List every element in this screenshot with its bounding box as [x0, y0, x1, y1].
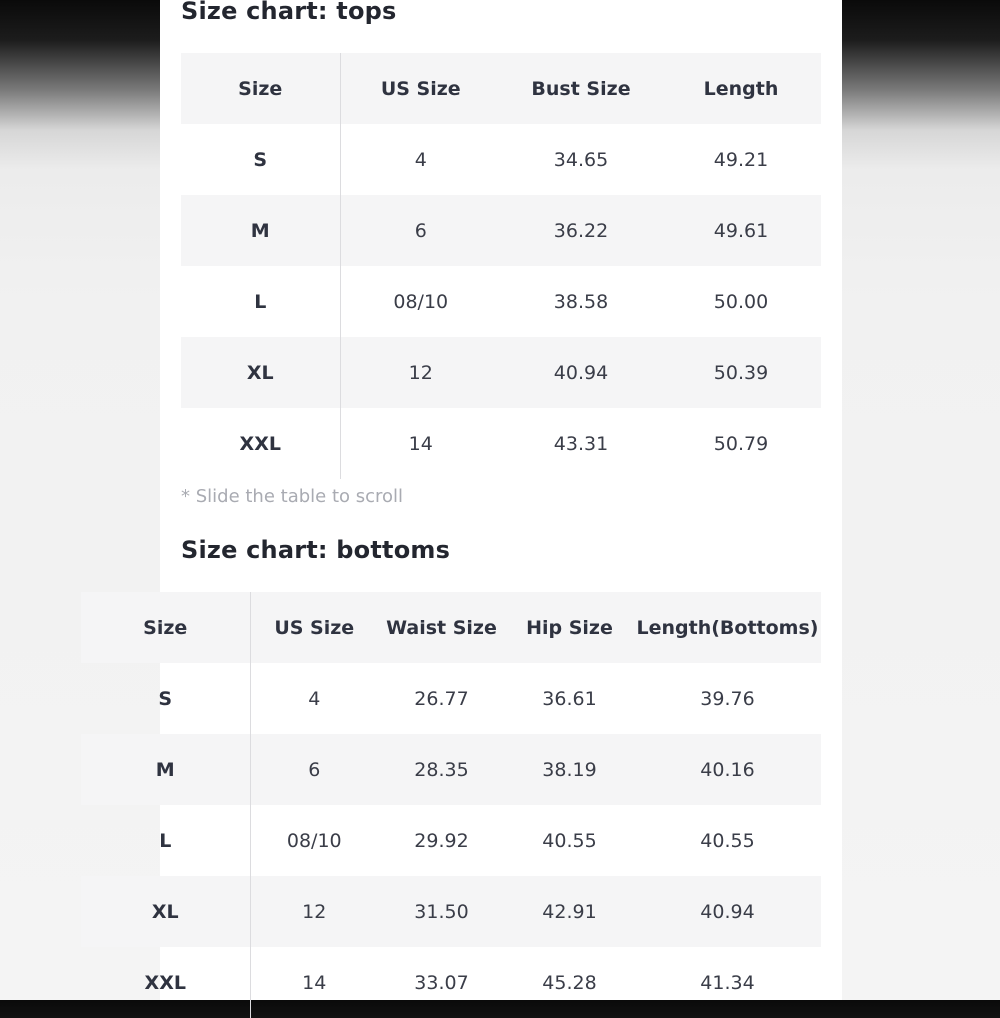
size-cell: M	[181, 195, 340, 266]
tops-table-scroller[interactable]	[181, 53, 821, 479]
hip-size-cell: 45.28	[542, 971, 597, 994]
bottoms-header-waist-size: Waist Size	[386, 616, 497, 639]
us-size-cell: 12	[302, 900, 327, 923]
waist-size-cell: 29.92	[414, 829, 469, 852]
length-cell: 41.34	[700, 971, 755, 994]
bottoms-table-scroller[interactable]	[143, 592, 821, 1018]
waist-size-cell: 33.07	[414, 971, 469, 994]
us-size-cell: 08/10	[286, 829, 342, 852]
tops-table	[181, 53, 821, 479]
waist-size-cell: 28.35	[414, 758, 469, 781]
length-cell: 50.39	[713, 361, 769, 384]
tops-header-size: Size	[181, 53, 340, 124]
scroll-hint: * Slide the table to scroll	[181, 486, 404, 507]
length-cell: 39.76	[700, 687, 755, 710]
length-cell: 50.79	[713, 432, 769, 455]
table-row	[181, 337, 821, 408]
tops-header-bust-size: Bust Size	[531, 77, 631, 100]
tops-title: Size chart: tops	[181, 0, 397, 25]
size-cell: XXL	[81, 947, 250, 1018]
bottoms-header-size: Size	[81, 592, 250, 663]
tops-header-length: Length	[703, 77, 779, 100]
bottoms-title: Size chart: bottoms	[181, 536, 451, 564]
size-cell: S	[81, 663, 250, 734]
table-row	[181, 408, 821, 479]
bust-size-cell: 40.94	[553, 361, 609, 384]
table-row	[81, 805, 821, 876]
bust-size-cell: 34.65	[553, 148, 609, 171]
us-size-cell: 6	[414, 219, 427, 242]
table-row	[181, 195, 821, 266]
table-row	[181, 124, 821, 195]
table-row	[81, 876, 821, 947]
bottoms-table	[81, 592, 822, 1018]
bottoms-header-length: Length(Bottoms)	[636, 616, 819, 639]
waist-size-cell: 31.50	[414, 900, 469, 923]
size-cell: M	[81, 734, 250, 805]
bust-size-cell: 36.22	[553, 219, 609, 242]
hip-size-cell: 38.19	[542, 758, 597, 781]
size-cell: L	[181, 266, 340, 337]
size-chart-page	[143, 0, 842, 1000]
bust-size-cell: 38.58	[553, 290, 609, 313]
tops-header-row	[181, 53, 821, 124]
length-cell: 49.21	[713, 148, 769, 171]
us-size-cell: 14	[408, 432, 433, 455]
length-cell: 50.00	[713, 290, 769, 313]
length-cell: 40.16	[700, 758, 755, 781]
size-cell: XXL	[181, 408, 340, 479]
hip-size-cell: 36.61	[542, 687, 597, 710]
table-row	[81, 734, 821, 805]
bottoms-header-hip-size: Hip Size	[526, 616, 613, 639]
size-cell: L	[81, 805, 250, 876]
waist-size-cell: 26.77	[414, 687, 469, 710]
us-size-cell: 6	[308, 758, 321, 781]
size-cell: XL	[181, 337, 340, 408]
hip-size-cell: 40.55	[542, 829, 597, 852]
us-size-cell: 14	[302, 971, 327, 994]
bottoms-header-row	[81, 592, 821, 663]
tops-header-us-size: US Size	[380, 77, 461, 100]
length-cell: 40.55	[700, 829, 755, 852]
length-cell: 49.61	[713, 219, 769, 242]
us-size-cell: 4	[414, 148, 427, 171]
us-size-cell: 4	[308, 687, 321, 710]
table-row	[181, 266, 821, 337]
size-cell: XL	[81, 876, 250, 947]
us-size-cell: 08/10	[393, 290, 449, 313]
us-size-cell: 12	[408, 361, 433, 384]
bottoms-header-us-size: US Size	[274, 616, 355, 639]
bust-size-cell: 43.31	[553, 432, 609, 455]
length-cell: 40.94	[700, 900, 755, 923]
hip-size-cell: 42.91	[542, 900, 597, 923]
table-row	[81, 947, 821, 1018]
table-row	[81, 663, 821, 734]
size-cell: S	[181, 124, 340, 195]
